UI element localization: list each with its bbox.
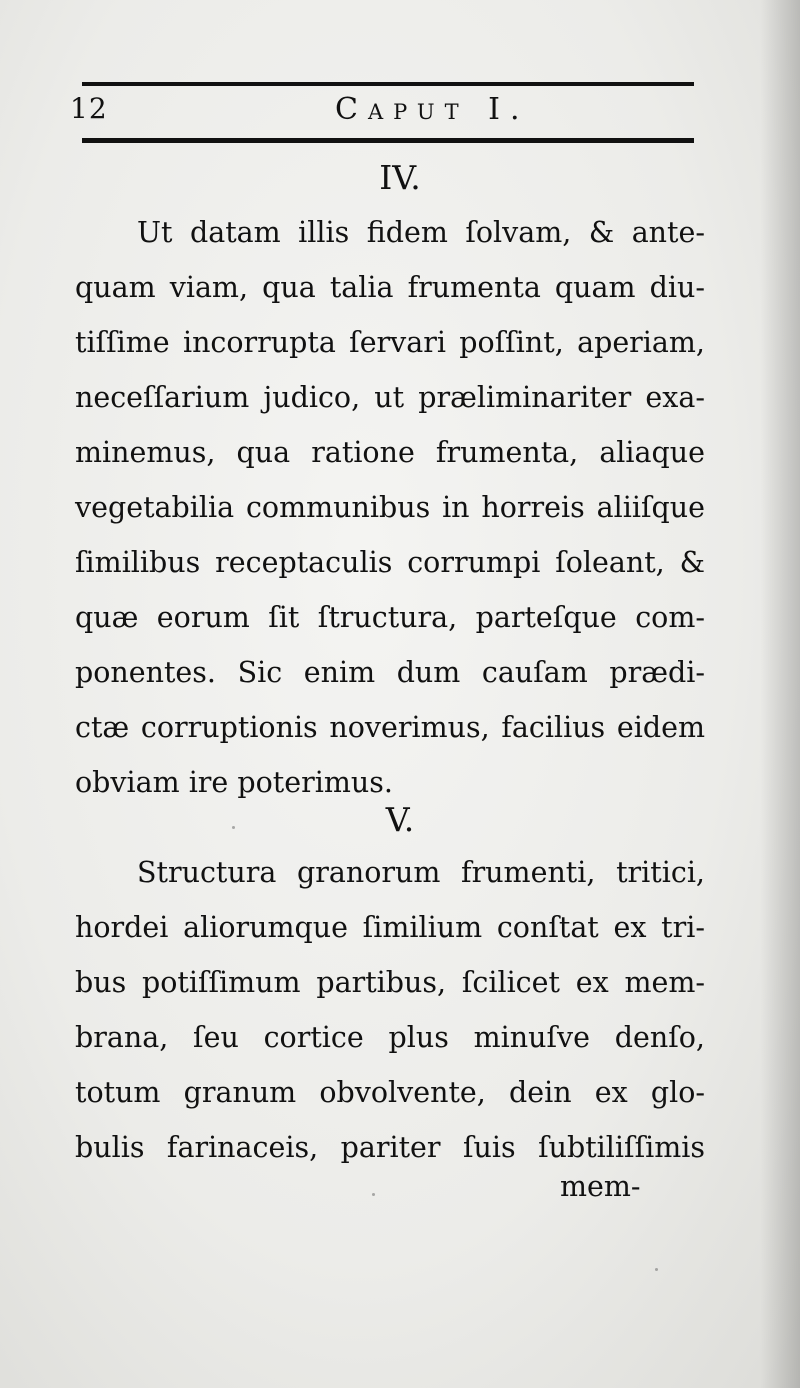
header-rule-top [82, 82, 694, 86]
text-line: minemus, qua ratione frumenta, aliaque [75, 436, 705, 469]
page-edge-shadow [760, 0, 800, 1388]
paragraph-section-iv [75, 205, 705, 810]
text-line: bus potiſſimum partibus, ſcilicet ex mem- [75, 966, 705, 999]
text-line: ſimilibus receptaculis corrumpi ſoleant, & [75, 546, 705, 579]
running-title: Caput I. [335, 92, 530, 127]
paper-speck [655, 1268, 658, 1271]
section-number-iv: IV. [379, 158, 421, 197]
text-line: Ut datam illis fidem ſolvam, & ante- [137, 216, 705, 249]
text-line: quæ eorum ſit ſtructura, parteſque com- [75, 601, 705, 634]
text-line: neceſſarium judico, ut præliminariter exa- [75, 381, 705, 414]
text-line: tiſſime incorrupta ſervari poſſint, aperiam, [75, 326, 705, 359]
paper-speck [232, 826, 235, 829]
text-line: obviam ire poterimus. [75, 766, 393, 799]
section-number-v: V. [385, 800, 415, 839]
text-line: brana, ſeu cortice plus minuſve denſo, [75, 1021, 705, 1054]
text-line: vegetabilia communibus in horreis aliiſque [75, 491, 705, 524]
text-line: ctæ corruptionis noverimus, facilius eidem [75, 711, 705, 744]
text-line: quam viam, qua talia frumenta quam diu- [75, 271, 705, 304]
paragraph-section-v [75, 845, 705, 1175]
text-line: bulis farinaceis, pariter ſuis ſubtiliſſimis [75, 1131, 705, 1164]
catchword: mem- [560, 1170, 641, 1203]
text-line: hordei aliorumque ſimilium conſtat ex tri- [75, 911, 705, 944]
text-line: totum granum obvolvente, dein ex glo- [75, 1076, 705, 1109]
paper-speck [372, 1193, 375, 1196]
header-rule-bottom [82, 138, 694, 143]
running-header [70, 90, 700, 134]
text-line: ponentes. Sic enim dum cauſam prædi- [75, 656, 705, 689]
page-number: 12 [70, 92, 108, 125]
text-line: Structura granorum frumenti, tritici, [137, 856, 705, 889]
